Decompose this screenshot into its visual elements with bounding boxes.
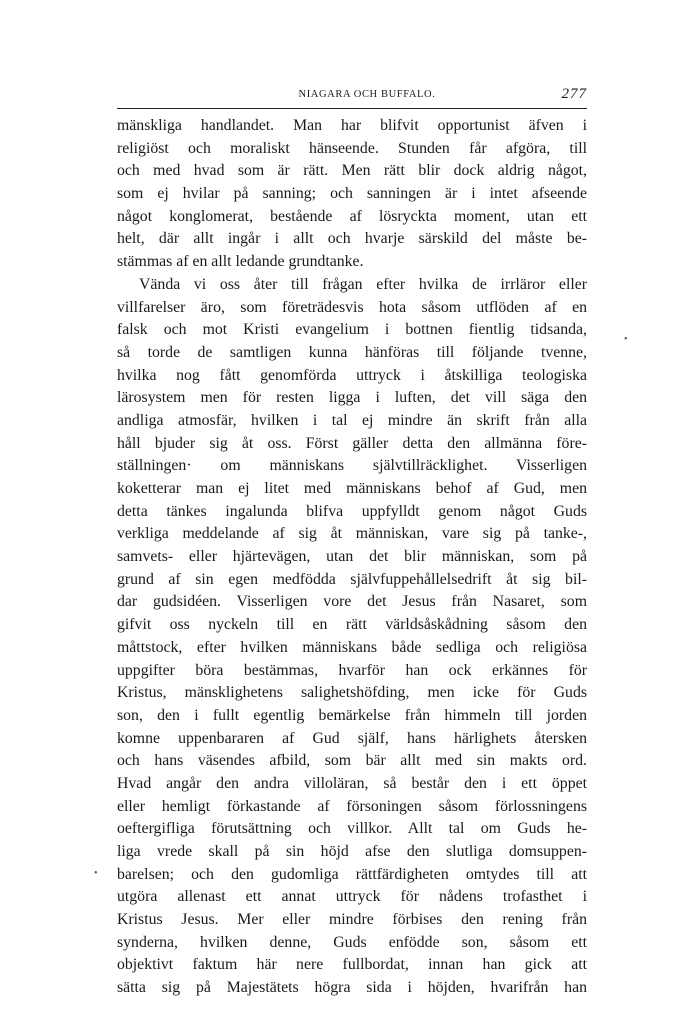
text-line: helt, där allt ingår i allt och hvarje särskild del måste be- [117,230,587,248]
text-line: och hans väsendes afbild, som bär allt med sin makts ord. [117,752,587,770]
text-line: koketterar man ej litet med människans behof af Gud, men [117,480,587,497]
text-line: lärosystem men för resten ligga i luften, det vill säga den [117,389,587,407]
body-text [117,115,587,1000]
text-line: något konglomerat, bestående af lösryckta moment, utan ett [117,207,587,225]
text-line: och med hvad som är rätt. Men rätt blir dock aldrig något, [117,162,587,180]
text-line: så torde de samtligen kunna hänföras till följande tvenne, [117,343,587,361]
text-line: mänskliga handlandet. Man har blifvit opportunist äfven i [117,117,587,134]
text-line: religiöst och moraliskt hänseende. Stunden får afgöra, till [117,139,587,157]
header-rule [117,108,587,109]
running-title: NIAGARA OCH BUFFALO. [298,89,436,100]
text-line: barelsen; och den gudomliga rättfärdigheten omtydes till att [117,865,587,883]
text-line: detta tänkes ingalunda blifva uppfylldt genom något Guds [117,502,587,520]
paragraph-start-line: Vända vi oss åter till frågan efter hvilka de irrläror eller [139,275,587,293]
text-line: villfarelser äro, som företrädesvis hota såsom utflöden af en [117,298,587,316]
text-line: oeftergifliga förutsättning och villkor. Allt tal om Guds he- [117,820,587,838]
text-line: eller hemligt förkastande af försoningen såsom förlossningens [117,797,587,815]
text-line: uppgifter böra bestämmas, hvarför han ock erkännes för [117,661,587,679]
stray-ink-dot: • [624,334,628,345]
text-line: son, den i fullt egentlig bemärkelse från himmeln till jorden [117,706,587,724]
text-line: Kristus, mänsklighetens salighetshöfding, men icke för Guds [117,684,587,702]
text-line: sätta sig på Majestätets högra sida i höjden, hvarifrån han [117,979,587,997]
text-line: Kristus Jesus. Mer eller mindre förbises den rening från [117,911,587,929]
running-head [117,84,587,106]
text-line: objektivt faktum här nere fullbordat, innan han gick att [117,956,587,974]
text-line: utgöra allenast ett annat uttryck för nådens trofasthet i [117,888,587,906]
page-number: 277 [561,86,587,102]
text-line: gifvit oss nyckeln till en rätt världsåskådning såsom den [117,616,587,634]
text-line: falsk och mot Kristi evangelium i bottnen fientlig tidsanda, [117,321,587,339]
text-line: hvilka nog fått genomförda uttryck i åtskilliga teologiska [117,366,587,384]
text-line: stämmas af en allt ledande grundtanke. [117,253,364,271]
text-line: som ej hvilar på sanning; och sanningen är i intet afseende [117,185,587,203]
text-line: håll bjuder sig åt oss. Först gäller detta den allmänna före- [117,434,587,452]
text-line: verkliga meddelande af sig åt människan, vare sig på tanke-, [117,525,587,543]
text-line: måttstock, efter hvilken människans både sedliga och religiösa [117,638,587,656]
text-line: samvets- eller hjärtevägen, utan det blir människan, som på [117,548,587,566]
text-line: dar gudsidéen. Visserligen vore det Jesus från Nasaret, som [117,593,587,611]
text-line: ställningen· om människans självtillräcklighet. Visserligen [117,457,587,475]
text-line: liga vrede skall på sin höjd afse den slutliga domsuppen- [117,843,587,860]
text-line: grund af sin egen medfödda självfuppehållelsedrift åt sig bil- [117,570,587,588]
text-line: andliga atmosfär, hvilken i tal ej mindre än skrift från alla [117,411,587,429]
text-line: komne uppenbararen af Gud själf, hans härlighets återsken [117,729,587,747]
text-line: synderna, hvilken denne, Guds enfödde son, såsom ett [117,933,587,951]
stray-ink-dot: • [94,868,98,879]
book-page [117,84,587,1000]
text-line: Hvad angår den andra villoläran, så består den i ett öppet [117,774,587,792]
